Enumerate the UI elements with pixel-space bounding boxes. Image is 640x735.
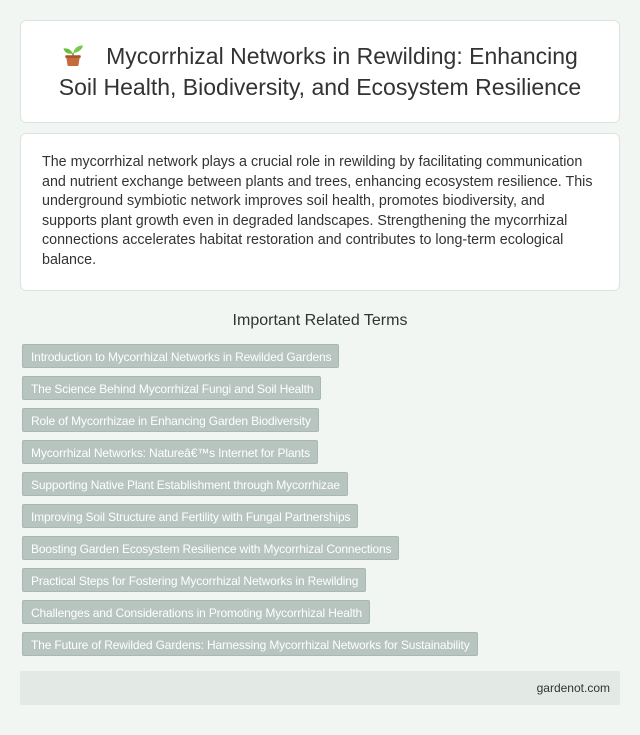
- related-term-tag[interactable]: The Science Behind Mycorrhizal Fungi and Soil Health: [22, 376, 321, 400]
- related-term-tag[interactable]: Boosting Garden Ecosystem Resilience with Mycorrhizal Connections: [22, 536, 399, 560]
- related-term-tag[interactable]: Mycorrhizal Networks: Natureâ€™s Internet for Plants: [22, 440, 318, 464]
- related-term-tag[interactable]: Introduction to Mycorrhizal Networks in Rewilded Gardens: [22, 344, 339, 368]
- page-title: [41, 41, 599, 103]
- intro-card: [20, 133, 620, 291]
- header-card: [20, 20, 620, 123]
- related-term-tag[interactable]: The Future of Rewilded Gardens: Harnessing Mycorrhizal Networks for Sustainability: [22, 632, 478, 656]
- related-term-tag[interactable]: Supporting Native Plant Establishment through Mycorrhizae: [22, 472, 348, 496]
- related-term-tag[interactable]: Challenges and Considerations in Promoting Mycorrhizal Health: [22, 600, 370, 624]
- page-title-text: Mycorrhizal Networks in Rewilding: Enhancing Soil Health, Biodiversity, and Ecosystem Resilience: [58, 42, 582, 100]
- intro-paragraph: The mycorrhizal network plays a crucial role in rewilding by facilitating communication and nutrient exchange between plants and trees, enhancing ecosystem resilience. This underground symbiotic network improves soil health, promotes biodiversity, and supports plant growth even in degraded landscapes. Strengthening the mycorrhizal connections accelerates habitat restoration and contributes to long-term ecological balance.: [42, 154, 593, 268]
- footer-site-link[interactable]: gardenot.com: [536, 681, 610, 695]
- related-term-tag[interactable]: Improving Soil Structure and Fertility with Fungal Partnerships: [22, 504, 358, 528]
- related-term-tag[interactable]: Practical Steps for Fostering Mycorrhizal Networks in Rewilding: [22, 568, 366, 592]
- seedling-icon: [62, 43, 84, 67]
- footer: [20, 671, 620, 705]
- related-term-tag[interactable]: Role of Mycorrhizae in Enhancing Garden Biodiversity: [22, 408, 319, 432]
- related-terms-heading: Important Related Terms: [232, 312, 408, 329]
- related-terms-list: [22, 344, 622, 664]
